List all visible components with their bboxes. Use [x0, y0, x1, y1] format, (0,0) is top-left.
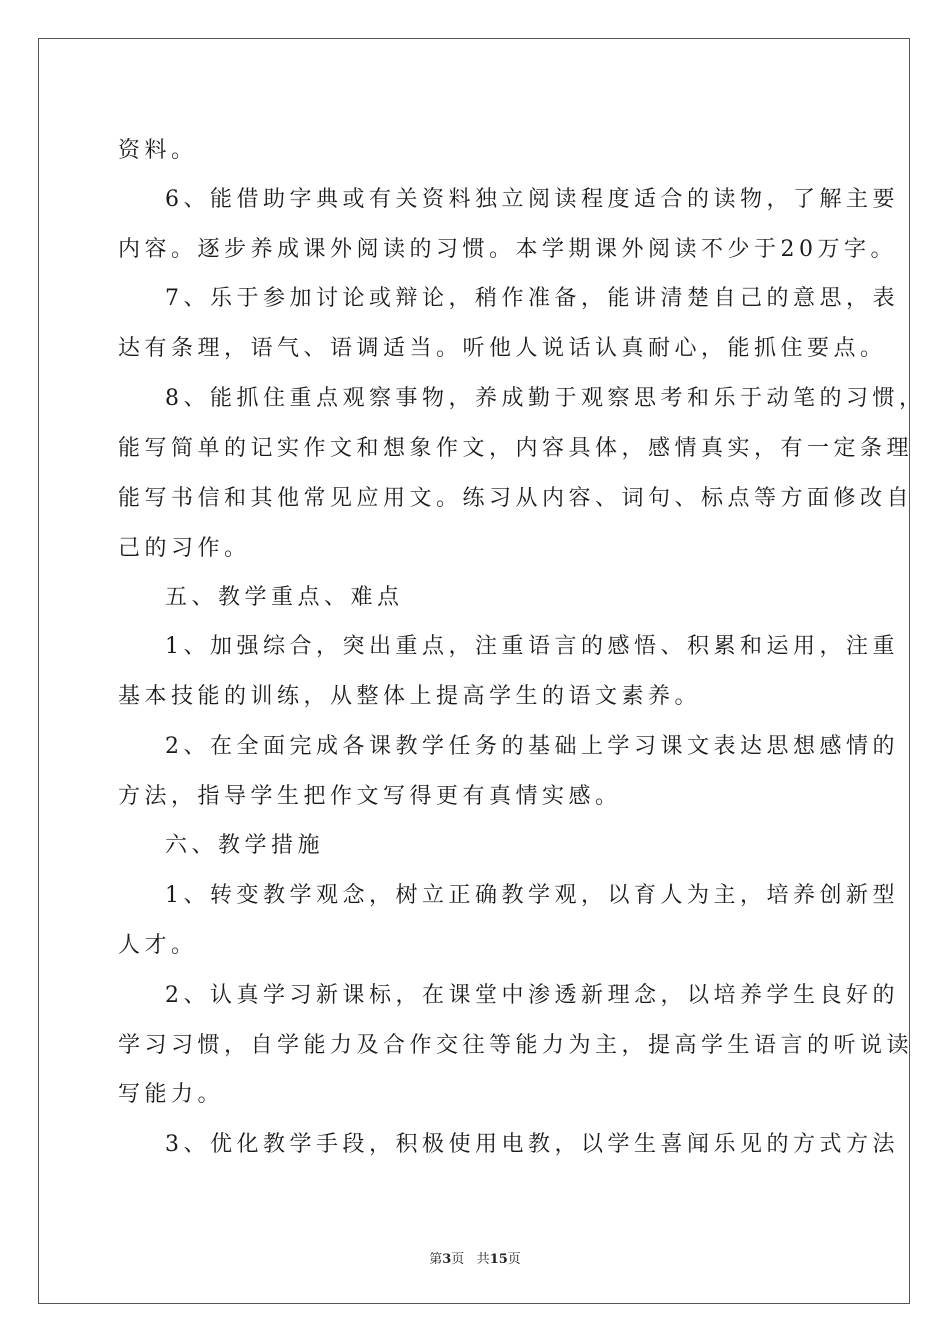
text-line: 基本技能的训练，从整体上提高学生的语文素养。 [118, 684, 702, 709]
total-prefix: 共 [476, 1252, 490, 1267]
page-border [38, 38, 926, 1304]
page-number: 3 [442, 1252, 452, 1267]
text-line: 2、在全面完成各课教学任务的基础上学习课文表达思想感情的 [165, 734, 899, 759]
text-line: 学习习惯，自学能力及合作交往等能力为主，提高学生语言的听说读 [118, 1033, 914, 1058]
total-pages: 15 [489, 1252, 508, 1267]
text-line: 8、能抓住重点观察事物，养成勤于观察思考和乐于动笔的习惯， [165, 386, 926, 411]
text-line: 写能力。 [118, 1082, 225, 1107]
page-footer [0, 1252, 950, 1268]
section-heading: 六、教学措施 [165, 833, 325, 858]
text-line: 资料。 [118, 138, 198, 163]
text-line: 达有条理，语气、语调适当。听他人说话认真耐心，能抓住要点。 [118, 336, 887, 361]
page-suffix: 页 [451, 1252, 465, 1267]
text-line: 1、转变教学观念，树立正确教学观，以育人为主，培养创新型 [165, 883, 899, 908]
text-line: 内容。逐步养成课外阅读的习惯。本学期课外阅读不少于20万字。 [118, 237, 897, 262]
text-line: 2、认真学习新课标，在课堂中渗透新理念，以培养学生良好的 [165, 983, 899, 1008]
text-line: 1、加强综合，突出重点，注重语言的感悟、积累和运用，注重 [165, 634, 899, 659]
text-line: 方法，指导学生把作文写得更有真情实感。 [118, 784, 622, 809]
text-line: 6、能借助字典或有关资料独立阅读程度适合的读物，了解主要 [165, 187, 899, 212]
section-heading: 五、教学重点、难点 [165, 585, 404, 610]
text-line: 3、优化教学手段，积极使用电教，以学生喜闻乐见的方式方法 [165, 1132, 899, 1157]
text-line: 能写简单的记实作文和想象作文，内容具体，感情真实，有一定条理 [118, 436, 914, 461]
text-line: 人才。 [118, 933, 198, 958]
text-line: 7、乐于参加讨论或辩论，稍作准备，能讲清楚自己的意思，表 [165, 286, 899, 311]
text-line: 能写书信和其他常见应用文。练习从内容、词句、标点等方面修改自 [118, 486, 914, 511]
total-suffix: 页 [507, 1252, 521, 1267]
text-line: 己的习作。 [118, 536, 251, 561]
page-prefix: 第 [429, 1252, 443, 1267]
